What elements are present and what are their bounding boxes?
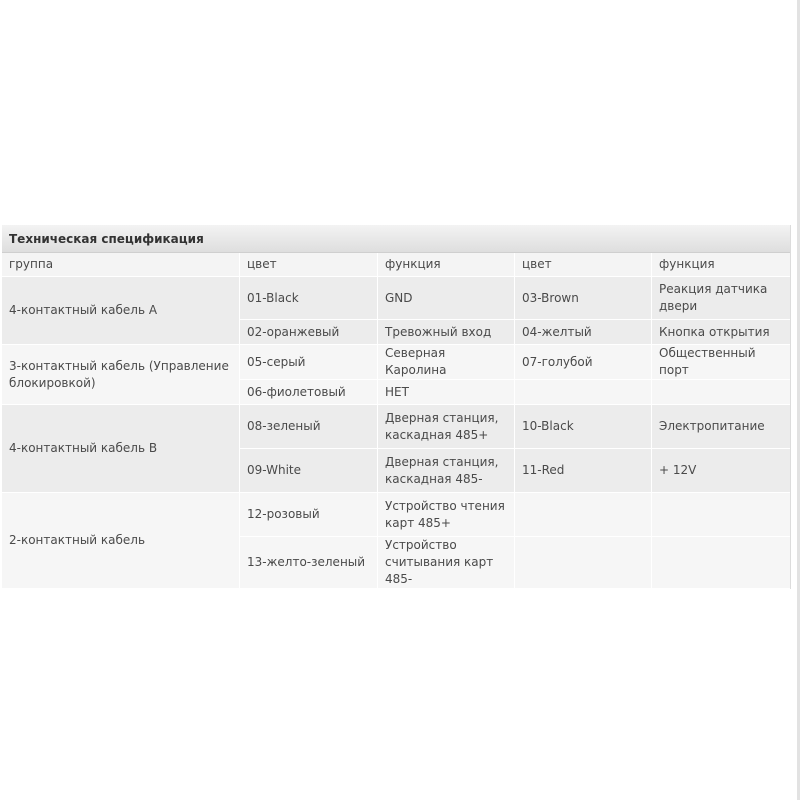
function-cell: Реакция датчика двери: [652, 277, 790, 320]
table-row: [2, 405, 790, 449]
color-cell: 06-фиолетовый: [240, 380, 378, 405]
group-name-cell: 3-контактный кабель (Управление блокировкой): [2, 345, 240, 405]
header-color-1: цвет: [240, 253, 378, 277]
color-cell: 01-Black: [240, 277, 378, 320]
function-cell: Электропитание: [652, 405, 790, 449]
spec-table-container: [2, 225, 791, 589]
color-cell: 07-голубой: [515, 345, 652, 380]
function-cell: + 12V: [652, 449, 790, 493]
function-cell: Общественный порт: [652, 345, 790, 380]
function-cell: Дверная станция, каскадная 485-: [378, 449, 515, 493]
color-cell: 13-желто-зеленый: [240, 537, 378, 589]
function-cell: НЕТ: [378, 380, 515, 405]
group-name-cell: 4-контактный кабель A: [2, 277, 240, 345]
color-cell: 12-розовый: [240, 493, 378, 537]
group-name-cell: 4-контактный кабель B: [2, 405, 240, 493]
color-cell: 08-зеленый: [240, 405, 378, 449]
color-cell: [515, 493, 652, 537]
color-cell: 09-White: [240, 449, 378, 493]
spec-title: Техническая спецификация: [2, 225, 790, 253]
group-name-cell: 2-контактный кабель: [2, 493, 240, 589]
color-cell: 04-желтый: [515, 320, 652, 345]
color-cell: 03-Brown: [515, 277, 652, 320]
function-cell: Дверная станция, каскадная 485+: [378, 405, 515, 449]
spec-table: [2, 253, 790, 589]
function-cell: GND: [378, 277, 515, 320]
table-row: [2, 493, 790, 537]
color-cell: 05-серый: [240, 345, 378, 380]
table-row: [2, 345, 790, 380]
table-row: [2, 277, 790, 320]
function-cell: Устройство чтения карт 485+: [378, 493, 515, 537]
header-group: группа: [2, 253, 240, 277]
function-cell: Северная Каролина: [378, 345, 515, 380]
color-cell: 10-Black: [515, 405, 652, 449]
function-cell: [652, 380, 790, 405]
function-cell: Тревожный вход: [378, 320, 515, 345]
color-cell: [515, 537, 652, 589]
color-cell: 02-оранжевый: [240, 320, 378, 345]
function-cell: [652, 493, 790, 537]
header-color-2: цвет: [515, 253, 652, 277]
header-function-1: функция: [378, 253, 515, 277]
function-cell: [652, 537, 790, 589]
function-cell: Кнопка открытия: [652, 320, 790, 345]
header-function-2: функция: [652, 253, 790, 277]
header-row: [2, 253, 790, 277]
function-cell: Устройство считывания карт 485-: [378, 537, 515, 589]
color-cell: 11-Red: [515, 449, 652, 493]
color-cell: [515, 380, 652, 405]
